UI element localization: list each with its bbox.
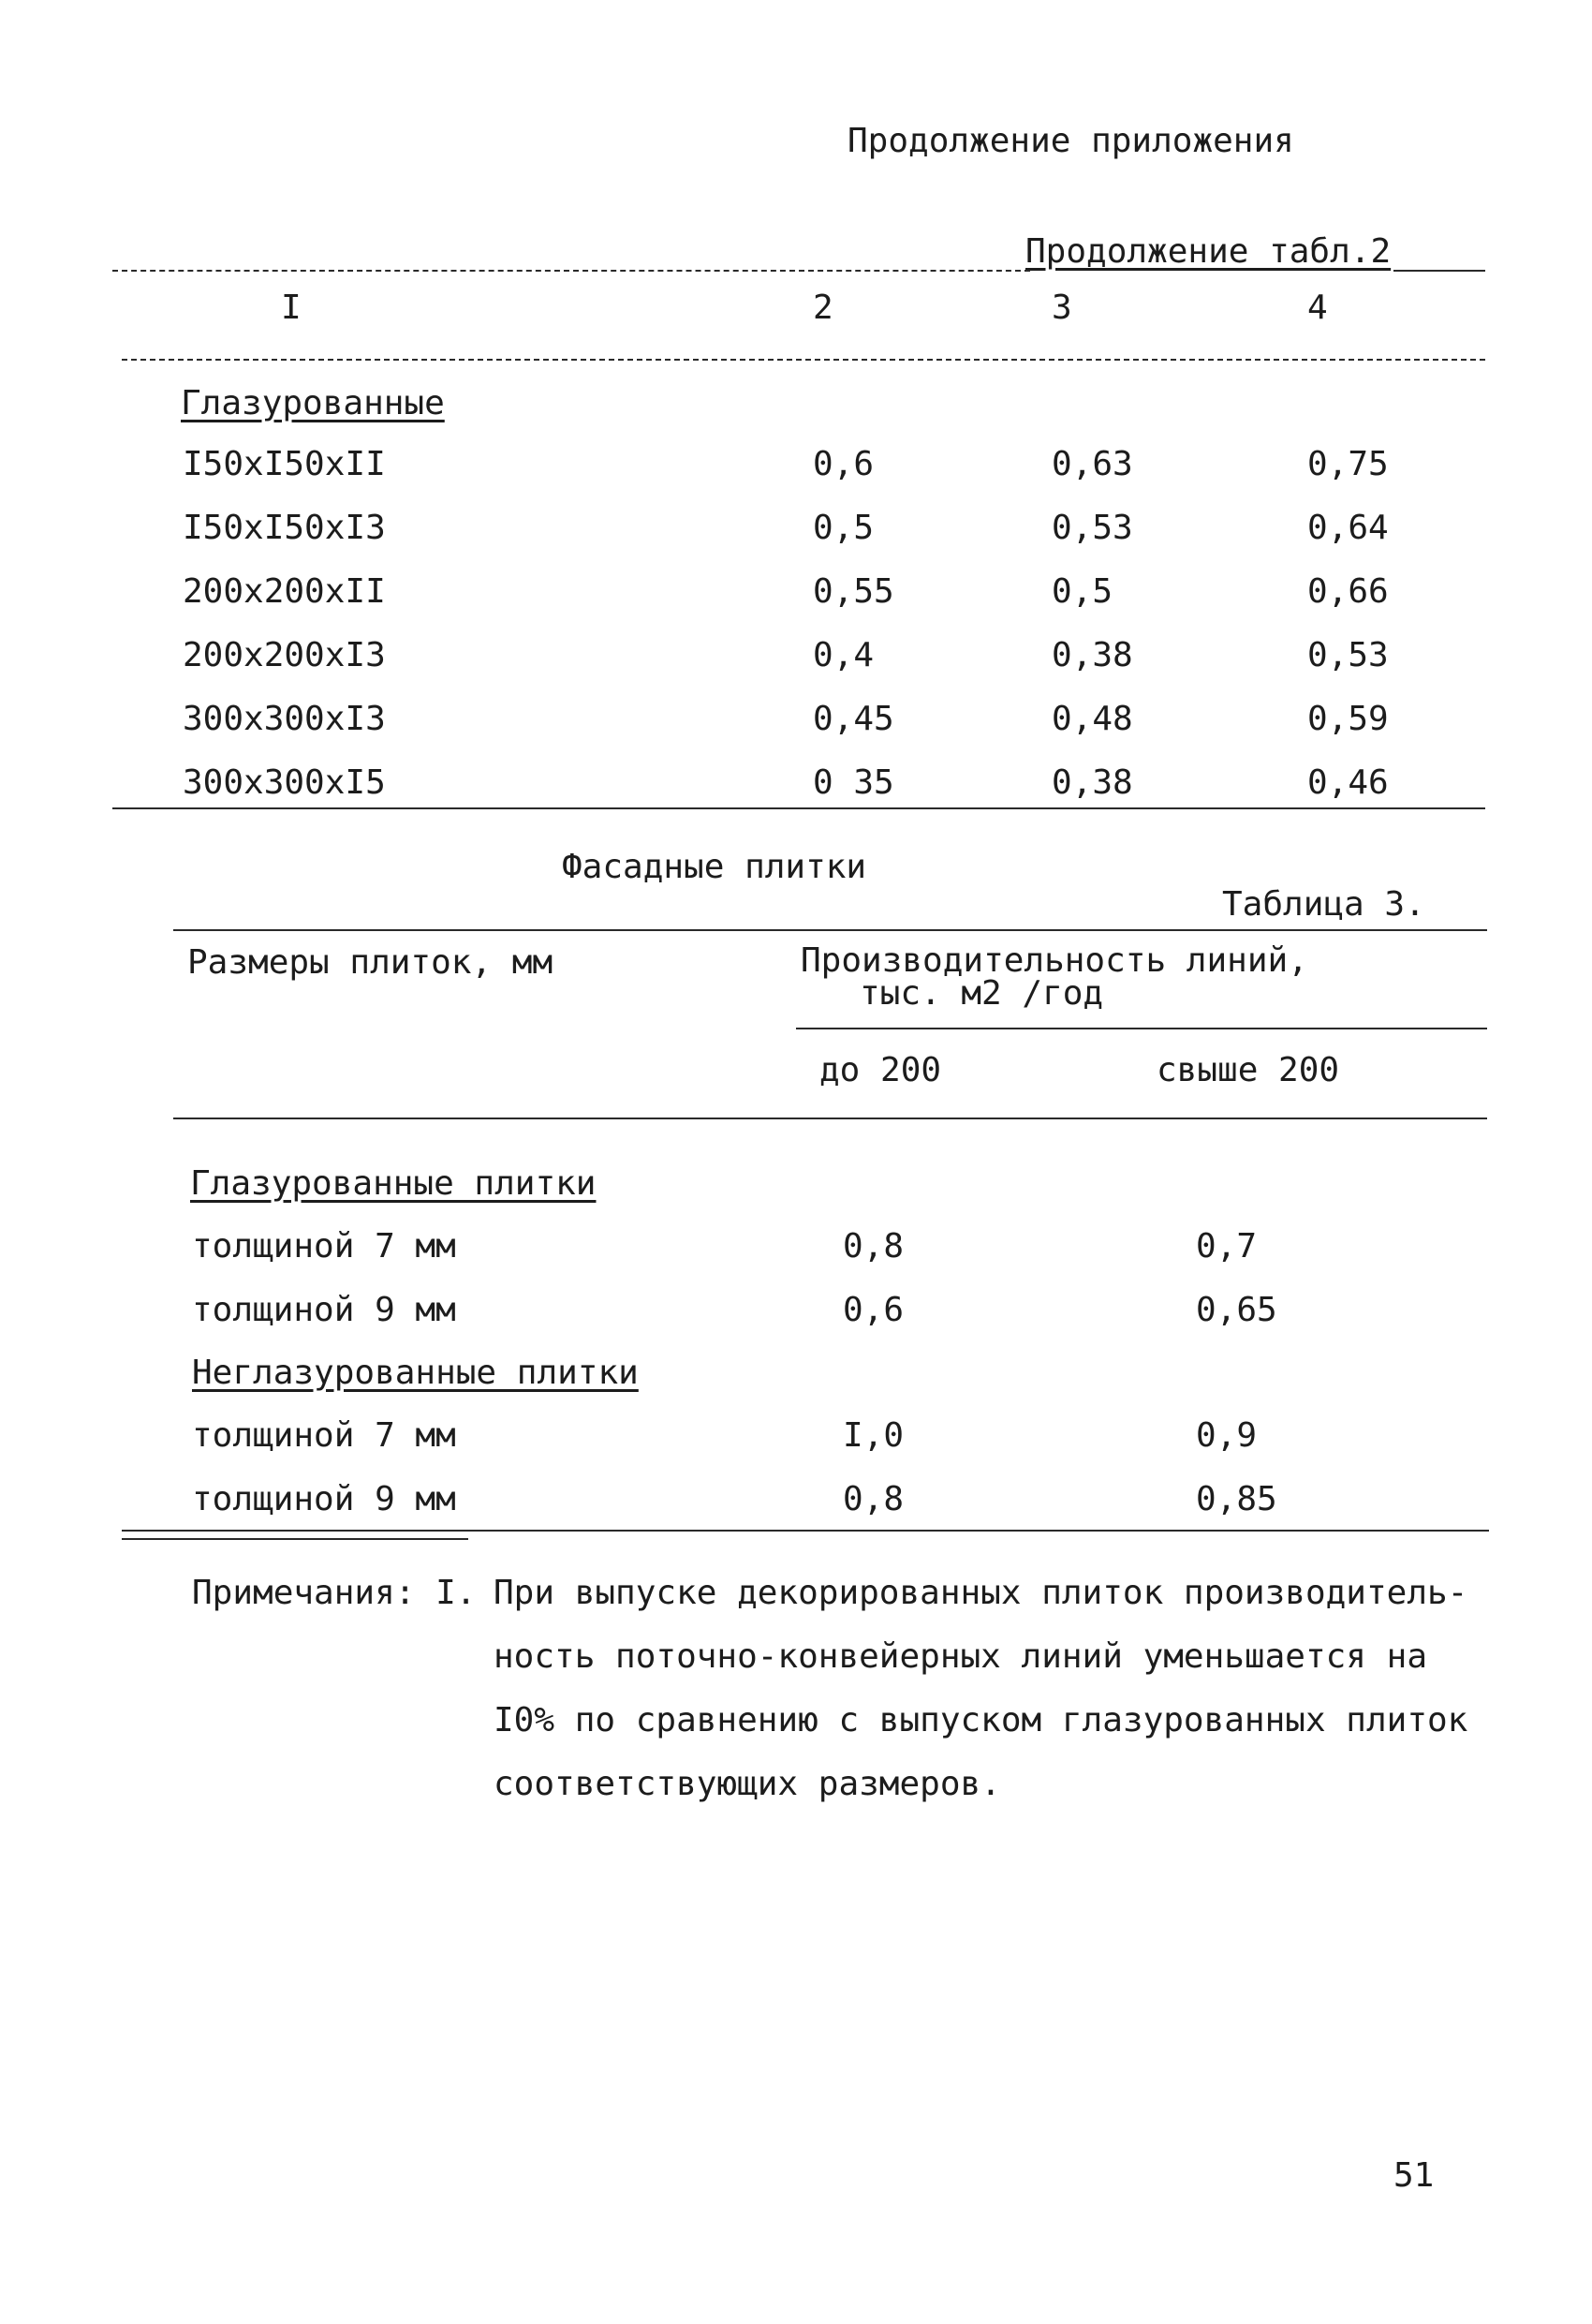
table-row: [0, 700, 1592, 756]
row-label: толщиной 9 мм: [192, 1480, 456, 1518]
value-cell-4: 0,53: [1307, 636, 1389, 674]
value-cell-2: 0,9: [1196, 1416, 1258, 1455]
row-label: толщиной 7 мм: [192, 1416, 456, 1455]
size-cell: I50xI50xI3: [183, 509, 386, 547]
table3-group2-title: Неглазурованные плитки: [192, 1354, 639, 1392]
table-row: [0, 1480, 1592, 1536]
table-row: [0, 636, 1592, 692]
value-cell-4: 0,59: [1307, 700, 1389, 738]
notes-line-3: I0% по сравнению с выпуском глазурованных плиток: [494, 1701, 1468, 1739]
value-cell-3: 0,63: [1052, 445, 1133, 483]
notes-line-1: При выпуске декорированных плиток производитель-: [494, 1574, 1468, 1612]
table3-group-header-line1: Производительность линий,: [801, 941, 1308, 980]
table2-col-header-4: 4: [1307, 289, 1328, 327]
table2-col-header-3: 3: [1052, 289, 1072, 327]
row-label: толщиной 9 мм: [192, 1291, 456, 1329]
table-row: [0, 445, 1592, 501]
table3-bottom-rule-short: [122, 1538, 468, 1540]
page-number: 51: [1393, 2156, 1435, 2195]
table3-sub-col1: до 200: [819, 1051, 942, 1089]
value-cell-2: 0,6: [813, 445, 875, 483]
value-cell-4: 0,64: [1307, 509, 1389, 547]
table2-top-rule-right: [1393, 270, 1485, 272]
size-cell: 300x300xI5: [183, 763, 386, 802]
table-row: [0, 509, 1592, 565]
table2-section-title: Глазурованные: [181, 384, 445, 422]
continuation-appendix: Продолжение приложения: [848, 122, 1294, 160]
table3-bottom-rule: [122, 1530, 1489, 1532]
table-row: [0, 1291, 1592, 1347]
value-cell-3: 0,53: [1052, 509, 1133, 547]
value-cell-3: 0,48: [1052, 700, 1133, 738]
table2-col-header-2: 2: [813, 289, 833, 327]
table3-group-rule: [796, 1028, 1487, 1029]
value-cell-2: 0,4: [813, 636, 875, 674]
value-cell-2: 0,55: [813, 572, 894, 611]
value-cell-1: 0,8: [843, 1480, 905, 1518]
table2-header-rule: [122, 359, 1485, 361]
table-row: [0, 763, 1592, 820]
table2-bottom-rule: [112, 807, 1485, 809]
table3-col1-header: Размеры плиток, мм: [187, 943, 553, 982]
notes-line-2: ность поточно-конвейерных линий уменьшается на: [494, 1637, 1427, 1676]
value-cell-1: I,0: [843, 1416, 905, 1455]
size-cell: 300x300xI3: [183, 700, 386, 738]
table3-heading: Фасадные плитки: [562, 848, 867, 886]
value-cell-4: 0,46: [1307, 763, 1389, 802]
value-cell-3: 0,38: [1052, 636, 1133, 674]
table3-top-rule: [173, 929, 1487, 931]
value-cell-2: 0,85: [1196, 1480, 1277, 1518]
table3-sub-col2: свыше 200: [1157, 1051, 1340, 1089]
table-row: [0, 1416, 1592, 1473]
value-cell-4: 0,66: [1307, 572, 1389, 611]
value-cell-3: 0,38: [1052, 763, 1133, 802]
table3-group-header-line2: тыс. м2 /год: [860, 974, 1104, 1013]
table3-group1-title: Глазурованные плитки: [190, 1164, 597, 1203]
table2-col-header-1: I: [281, 289, 302, 327]
table-row: [0, 1227, 1592, 1283]
table3-header-rule: [173, 1118, 1487, 1119]
table2-top-rule: [112, 270, 1030, 272]
notes-prefix: Примечания: I.: [192, 1574, 477, 1612]
continuation-table-label: Продолжение табл.2: [1025, 232, 1392, 271]
row-label: толщиной 7 мм: [192, 1227, 456, 1266]
value-cell-3: 0,5: [1052, 572, 1113, 611]
value-cell-2: 0,7: [1196, 1227, 1258, 1266]
value-cell-2: 0,65: [1196, 1291, 1277, 1329]
size-cell: 200x200xI3: [183, 636, 386, 674]
value-cell-2: 0,5: [813, 509, 875, 547]
value-cell-1: 0,8: [843, 1227, 905, 1266]
value-cell-2: 0 35: [813, 763, 894, 802]
size-cell: I50xI50xII: [183, 445, 386, 483]
value-cell-1: 0,6: [843, 1291, 905, 1329]
size-cell: 200x200xII: [183, 572, 386, 611]
value-cell-2: 0,45: [813, 700, 894, 738]
table3-label: Таблица 3.: [1222, 885, 1425, 924]
value-cell-4: 0,75: [1307, 445, 1389, 483]
table-row: [0, 572, 1592, 629]
notes-line-4: соответствующих размеров.: [494, 1765, 1001, 1803]
